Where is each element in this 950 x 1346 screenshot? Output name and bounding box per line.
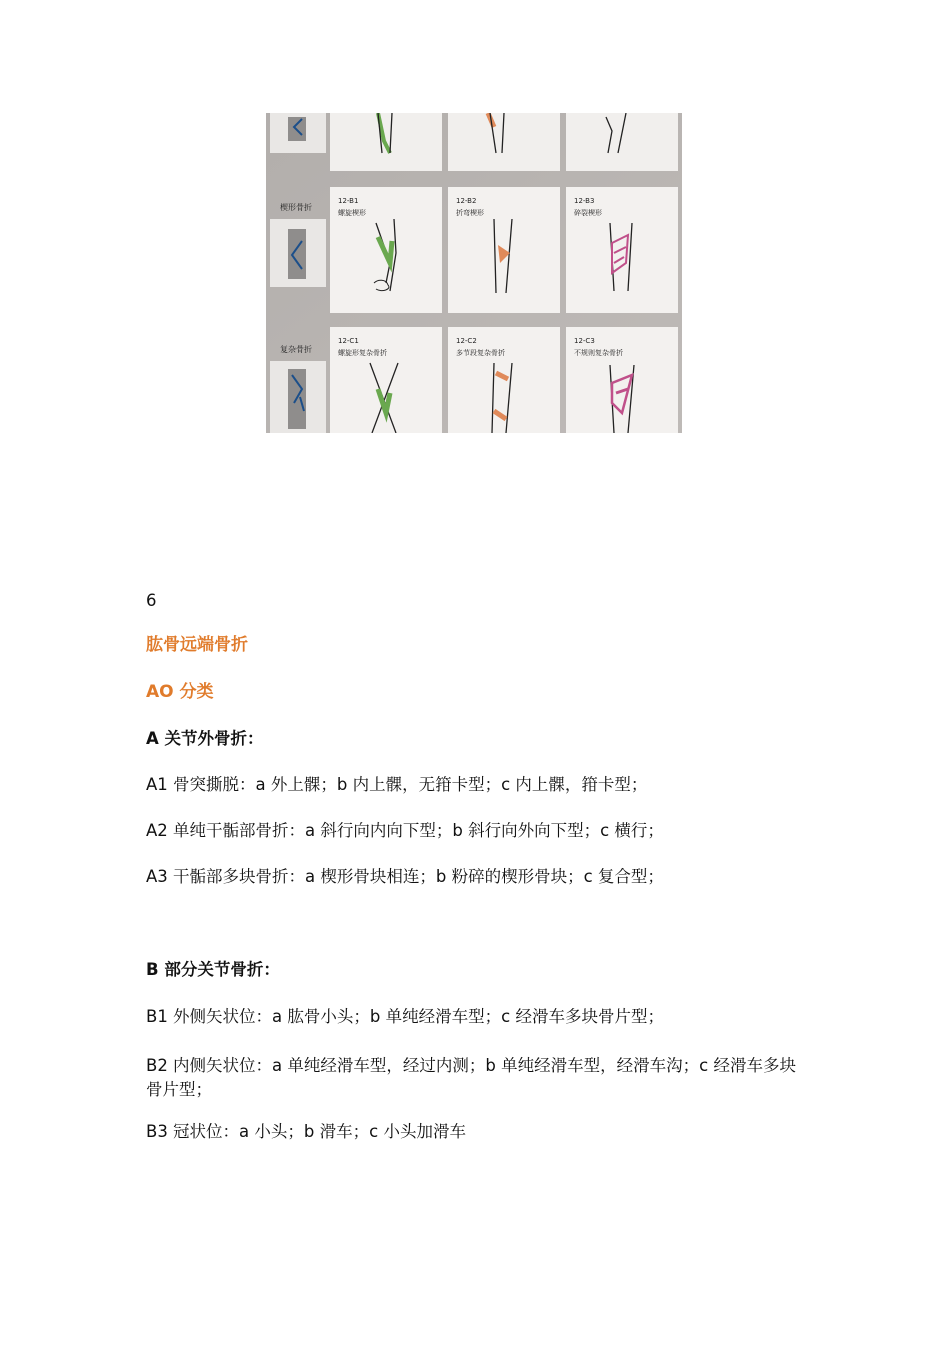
figure-row-3: [270, 327, 678, 433]
cell-name: 不规则复杂骨折: [574, 349, 623, 357]
section-b-item: B1 外侧矢状位：a 肱骨小头；b 单纯经滑车型；c 经滑车多块骨片型；: [146, 1007, 664, 1026]
cell-code: 12-B2: [456, 197, 477, 205]
section-a-item: A3 干骺部多块骨折：a 楔形骨块相连；b 粉碎的楔形骨块；c 复合型；: [146, 867, 664, 886]
page-number: 6: [146, 591, 157, 610]
cell-code: 12-C2: [456, 337, 477, 345]
cell-name: 螺旋楔形: [338, 209, 366, 217]
cell-code: 12-C1: [338, 337, 359, 345]
section-b-heading: B 部分关节骨折：: [146, 960, 280, 979]
page-subtitle: AO 分类: [146, 682, 214, 702]
section-b-item: B3 冠状位：a 小头；b 滑车；c 小头加滑车: [146, 1122, 466, 1141]
cell-code: 12-B1: [338, 197, 359, 205]
row-label: 楔形骨折: [280, 203, 312, 212]
row-label: 复杂骨折: [280, 345, 312, 354]
fracture-classification-figure: [266, 113, 682, 433]
figure-row-1: [270, 113, 678, 171]
section-b-item: B2 内侧矢状位：a 单纯经滑车型，经过内测；b 单纯经滑车型，经滑车沟；c 经滑车多块骨片型；: [146, 1056, 796, 1099]
section-a-item: A2 单纯干骺部骨折：a 斜行向内向下型；b 斜行向外向下型；c 横行；: [146, 821, 664, 840]
cell-name: 多节段复杂骨折: [456, 349, 505, 357]
cell-name: 碎裂楔形: [574, 209, 602, 217]
cell-code: 12-C3: [574, 337, 595, 345]
page-title: 肱骨远端骨折: [146, 635, 248, 655]
section-a-heading: A 关节外骨折：: [146, 729, 264, 748]
cell-name: 螺旋形复杂骨折: [338, 349, 387, 357]
figure-row-2: [270, 187, 678, 313]
cell-name: 折弯楔形: [456, 209, 484, 217]
section-a-item: A1 骨突撕脱：a 外上髁；b 内上髁，无箝卡型；c 内上髁，箝卡型；: [146, 775, 648, 794]
cell-code: 12-B3: [574, 197, 595, 205]
